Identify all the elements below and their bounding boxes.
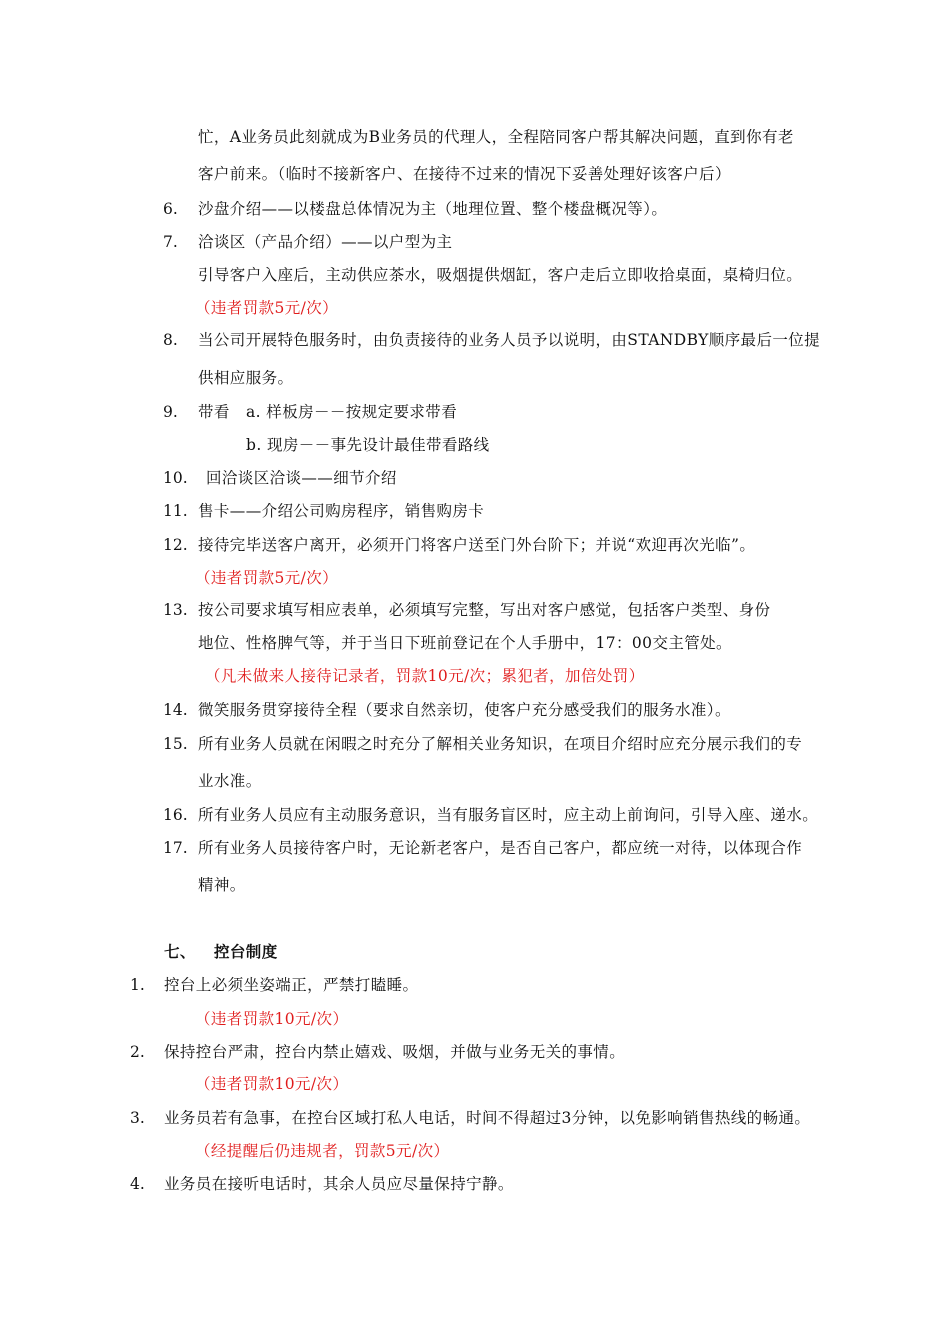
item-text: 业务员若有急事，在控台区域打私人电话，时间不得超过3分钟，以免影响销售热线的畅通。 xyxy=(164,1109,811,1127)
item-number: 9. xyxy=(163,403,178,421)
penalty-note: （凡未做来人接待记录者，罚款10元/次；累犯者，加倍处罚） xyxy=(205,667,645,685)
item-number: 13. xyxy=(163,601,188,619)
item-number: 11. xyxy=(163,502,188,520)
item-number: 8. xyxy=(163,331,178,349)
section-heading-number: 七、 xyxy=(164,942,196,961)
penalty-note: （违者罚款5元/次） xyxy=(195,569,339,587)
item-number: 15. xyxy=(163,735,188,753)
item-text: 带看 xyxy=(198,403,230,421)
subitem-b: b. 现房－－事先设计最佳带看路线 xyxy=(246,436,490,454)
continuation-line: 忙，A业务员此刻就成为B业务员的代理人，全程陪同客户帮其解决问题，直到你有老 xyxy=(198,128,794,146)
item-number: 6. xyxy=(163,200,178,218)
item-number: 17. xyxy=(163,839,188,857)
item-detail: 引导客户入座后，主动供应茶水，吸烟提供烟缸，客户走后立即收拾桌面，桌椅归位。 xyxy=(198,266,803,284)
item-text: 售卡——介绍公司购房程序，销售购房卡 xyxy=(198,502,485,520)
penalty-note: （违者罚款10元/次） xyxy=(195,1010,349,1028)
item-text: 按公司要求填写相应表单，必须填写完整，写出对客户感觉，包括客户类型、身份 xyxy=(198,601,771,619)
item-continuation: 地位、性格脾气等，并于当日下班前登记在个人手册中，17：00交主管处。 xyxy=(198,634,732,652)
penalty-note: （违者罚款10元/次） xyxy=(195,1075,349,1093)
item-text: 保持控台严肃，控台内禁止嬉戏、吸烟，并做与业务无关的事情。 xyxy=(164,1043,626,1061)
item-text: 所有业务人员接待客户时，无论新老客户，是否自己客户，都应统一对待，以体现合作 xyxy=(198,839,803,857)
continuation-line: 客户前来。（临时不接新客户、在接待不过来的情况下妥善处理好该客户后） xyxy=(198,165,731,183)
item-text: 回洽谈区洽谈——细节介绍 xyxy=(206,469,397,487)
item-number: 16. xyxy=(163,806,188,824)
item-number: 14. xyxy=(163,701,188,719)
item-number: 3. xyxy=(130,1109,145,1127)
item-continuation: 精神。 xyxy=(198,876,246,894)
item-text: 业务员在接听电话时，其余人员应尽量保持宁静。 xyxy=(164,1175,514,1193)
item-number: 7. xyxy=(163,233,178,251)
item-text: 所有业务人员就在闲暇之时充分了解相关业务知识，在项目介绍时应充分展示我们的专 xyxy=(198,735,803,753)
item-text: 所有业务人员应有主动服务意识，当有服务盲区时，应主动上前询问，引导入座、递水。 xyxy=(198,806,819,824)
item-continuation: 业水准。 xyxy=(198,772,262,790)
item-text: 微笑服务贯穿接待全程（要求自然亲切，使客户充分感受我们的服务水准）。 xyxy=(198,701,731,719)
item-continuation: 供相应服务。 xyxy=(198,369,294,387)
item-number: 12. xyxy=(163,536,188,554)
penalty-note: （违者罚款5元/次） xyxy=(195,299,339,317)
item-number: 2. xyxy=(130,1043,145,1061)
item-text: 洽谈区（产品介绍）——以户型为主 xyxy=(198,233,453,251)
section-heading-title: 控台制度 xyxy=(214,942,278,961)
item-number: 10. xyxy=(163,469,188,487)
item-text: 沙盘介绍——以楼盘总体情况为主（地理位置、整个楼盘概况等）。 xyxy=(198,200,668,218)
item-number: 1. xyxy=(130,976,145,994)
subitem-a: a. 样板房－－按规定要求带看 xyxy=(246,403,458,421)
penalty-note: （经提醒后仍违规者，罚款5元/次） xyxy=(195,1142,450,1160)
item-text: 接待完毕送客户离开，必须开门将客户送至门外台阶下；并说“欢迎再次光临”。 xyxy=(198,536,756,554)
item-text: 当公司开展特色服务时，由负责接待的业务人员予以说明，由STANDBY顺序最后一位提 xyxy=(198,331,821,349)
item-number: 4. xyxy=(130,1175,145,1193)
item-text: 控台上必须坐姿端正，严禁打瞌睡。 xyxy=(164,976,419,994)
